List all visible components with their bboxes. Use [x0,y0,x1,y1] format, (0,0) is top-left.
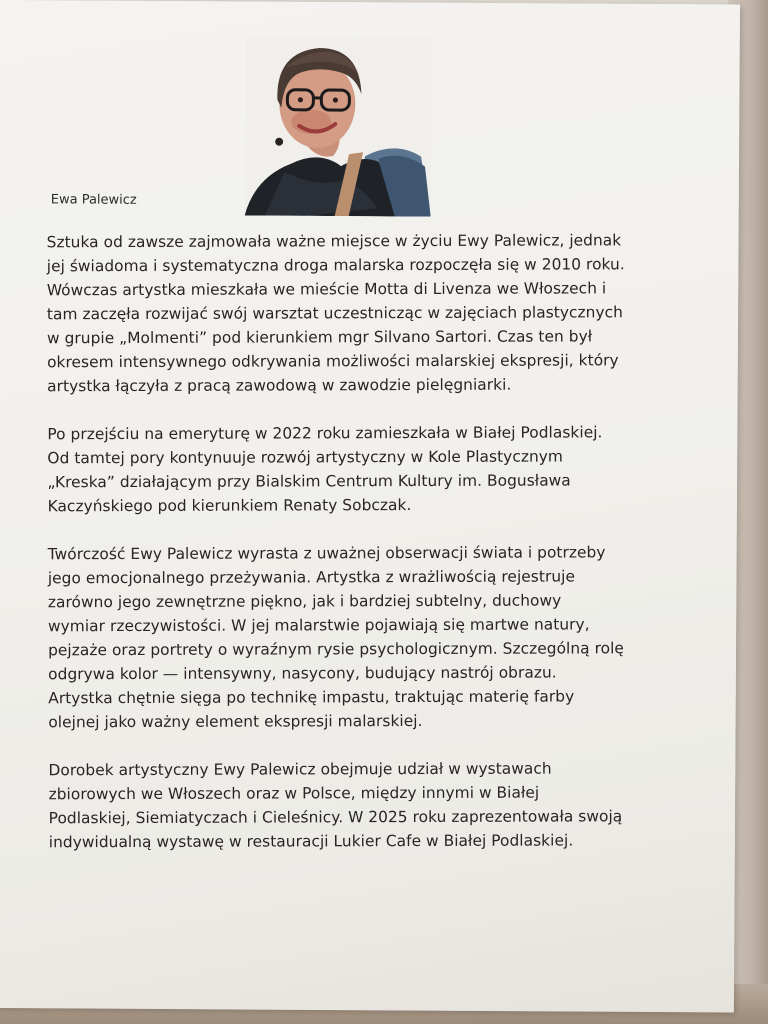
biography-text [47,228,721,878]
text-line: olejnej jako ważny element ekspresji malarskiej. [48,711,423,732]
text-line: odgrywa kolor — intensywny, nasycony, budujący nastrój obrazu. [48,663,557,684]
text-line: Dorobek artystyczny Ewy Palewicz obejmuje udział w wystawach [48,759,552,780]
text-line: jej świadoma i systematyczna droga malarska rozpoczęła się w 2010 roku. [46,255,625,276]
biography-paragraph [47,420,719,518]
biography-paragraph [47,228,720,398]
text-line: w grupie „Molmenti” pod kierunkiem mgr Silvano Sartori. Czas ten był [46,327,593,348]
text-line: Twórczość Ewy Palewicz wyrasta z uważnej obserwacji świata i potrzeby [47,543,606,564]
text-line: Po przejściu na emeryturę w 2022 roku zamieszkała w Białej Podlaskiej. [47,423,603,444]
text-line: tam zaczęła rozwijać swój warsztat uczestnicząc w zajęciach plastycznych [46,303,623,324]
artist-portrait-photo [245,38,432,217]
text-line: pejzaże oraz portrety o wyraźnym rysie psychologicznym. Szczególną rolę [48,639,624,660]
biography-paragraph [48,756,720,854]
text-line: indywidualną wystawę w restauracji Lukier Cafe w Białej Podlaskiej. [48,831,574,852]
photo-caption: Ewa Palewicz [50,192,137,208]
text-line: Artystka chętnie sięga po technikę impastu, traktując materię farby [48,687,575,708]
text-line: okresem intensywnego odkrywania możliwości malarskiej ekspresji, który [47,351,619,372]
text-line: zarówno jego zewnętrzne piękno, jak i bardziej subtelny, duchowy [47,591,562,612]
text-line: Od tamtej pory kontynuuje rozwój artystyczny w Kole Plastycznym [47,447,563,468]
text-line: Podlaskiej, Siemiatyczach i Cieleśnicy. W 2025 roku zaprezentowała swoją [48,807,623,828]
text-line: zbiorowych we Włoszech oraz w Polsce, między innymi w Białej [48,783,540,804]
text-line: Sztuka od zawsze zajmowała ważne miejsce w życiu Ewy Palewicz, jednak [46,231,622,252]
biography-paragraph [48,540,721,734]
text-line: „Kreska” działającym przy Bialskim Centrum Kultury im. Bogusława [47,471,571,492]
text-line: jego emocjonalnego przeżywania. Artystka z wrażliwością rejestruje [47,567,575,588]
text-line: Kaczyńskiego pod kierunkiem Renaty Sobczak. [47,496,412,516]
text-line: artystka łączyła z pracą zawodową w zawodzie pielęgniarki. [47,375,512,396]
text-line: wymiar rzeczywistości. W jej malarstwie pojawiają się martwe natury, [47,615,590,636]
text-line: Wówczas artystka mieszkała we mieście Motta di Livenza we Włoszech i [46,279,607,300]
